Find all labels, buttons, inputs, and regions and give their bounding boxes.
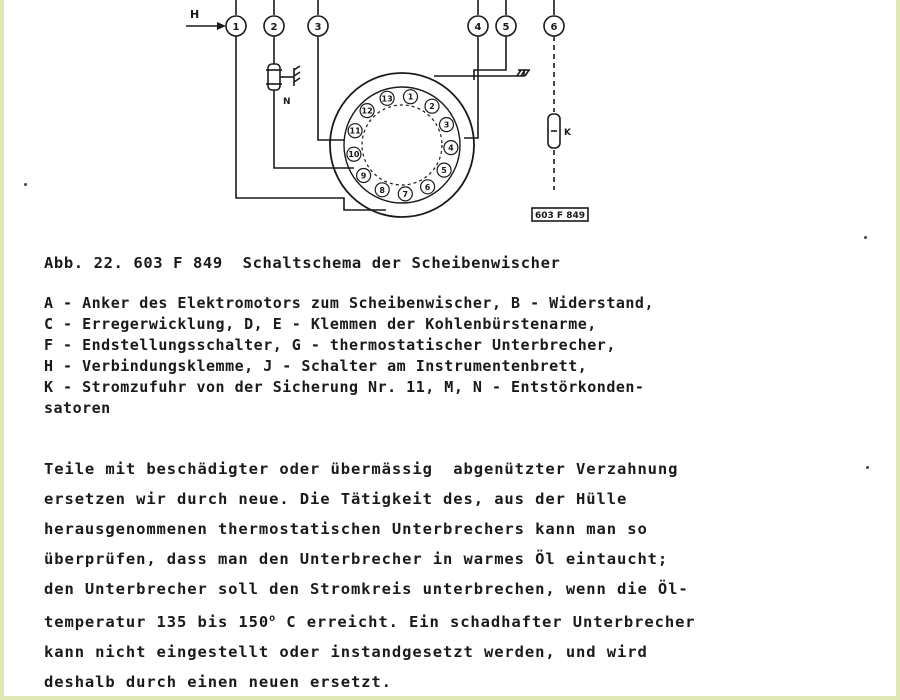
body-line: Teile mit beschädigter oder übermässig abgenützter Verzahnung [44, 460, 679, 478]
speck [24, 183, 27, 186]
terminal-label: 1 [232, 22, 240, 33]
switch-position-4 [444, 141, 458, 155]
switch-position-label: 9 [360, 171, 367, 181]
legend-line: C - Erregerwicklung, D, E - Klemmen der Kohlenbürstenarme, [44, 315, 597, 333]
wire-terminal-1 [236, 36, 386, 210]
switch-position-label: 11 [349, 126, 361, 136]
body-line: ersetzen wir durch neue. Die Tätigkeit des, aus der Hülle [44, 490, 628, 508]
switch-position-9 [357, 169, 371, 183]
terminal-3 [308, 16, 328, 36]
temp-after: C erreicht. Ein schadhafter Unterbrecher [276, 613, 696, 632]
switch-position-8 [375, 183, 389, 197]
terminal-label: 6 [550, 22, 558, 33]
switch-position-2 [425, 99, 439, 113]
switch-position-13 [380, 91, 394, 105]
legend-line: H - Verbindungsklemme, J - Schalter am Instrumentenbrett, [44, 357, 588, 375]
switch-position-label: 3 [443, 120, 450, 130]
switch-position-label: 10 [348, 150, 360, 160]
switch-position-label: 12 [361, 106, 373, 116]
body-line: deshalb durch einen neuen ersetzt. [44, 673, 392, 692]
legend-line: satoren [44, 399, 111, 417]
ground-icon [434, 70, 530, 76]
degree-superscript: o [269, 613, 277, 624]
switch-positions [347, 90, 458, 201]
body-line: den Unterbrecher soll den Stromkreis unterbrechen, wenn die Öl- [44, 580, 689, 598]
switch-position-label: 8 [379, 185, 385, 195]
body-line: herausgenommenen thermostatischen Unterbrechers kann man so [44, 520, 648, 538]
arrow-head-icon [217, 22, 226, 30]
stamp-label: 603 F 849 [535, 211, 585, 221]
speck [866, 466, 869, 469]
body-line: kann nicht eingestellt oder instandgesetzt werden, und wird [44, 643, 648, 662]
body-paragraph [44, 454, 696, 696]
legend [44, 293, 654, 419]
terminal-6 [544, 16, 564, 36]
body-line-temperature [44, 604, 696, 637]
switch-position-label: 7 [402, 189, 409, 199]
document-page [4, 0, 896, 696]
terminal-label: 3 [314, 22, 322, 33]
terminal-label: 5 [502, 22, 510, 33]
terminal-label: 2 [270, 22, 278, 33]
capacitor-label: N [283, 97, 291, 107]
figure-caption: Abb. 22. 603 F 849 Schaltschema der Scheibenwischer [44, 254, 561, 272]
arrow-label: H [190, 8, 200, 21]
wire-terminal-3 [318, 36, 344, 140]
switch-position-label: 13 [381, 94, 393, 104]
switch-position-12 [360, 104, 374, 118]
switch-position-label: 4 [448, 143, 454, 153]
terminal-label: 4 [474, 22, 482, 33]
speck [864, 236, 867, 239]
wiring-diagram [4, 0, 896, 240]
switch-position-3 [440, 118, 454, 132]
switch-position-label: 5 [441, 166, 447, 176]
switch-position-5 [437, 163, 451, 177]
legend-line: A - Anker des Elektromotors zum Scheibenwischer, B - Widerstand, [44, 294, 654, 312]
resistor-label: K [564, 128, 571, 138]
legend-line: K - Stromzufuhr von der Sicherung Nr. 11, M, N - Entstörkonden- [44, 378, 645, 396]
temp-before: temperatur 135 bis 150 [44, 613, 270, 632]
body-line: überprüfen, dass man den Unterbrecher in warmes Öl eintaucht; [44, 550, 669, 568]
switch-position-7 [398, 187, 412, 201]
switch-position-1 [404, 90, 418, 104]
switch-position-6 [421, 180, 435, 194]
switch-position-11 [348, 124, 362, 138]
legend-line: F - Endstellungsschalter, G - thermostatischer Unterbrecher, [44, 336, 616, 354]
terminal-2 [264, 16, 284, 36]
switch-position-label: 2 [429, 102, 435, 112]
terminal-4 [468, 16, 488, 36]
terminal-1 [226, 16, 246, 36]
terminal-5 [496, 16, 516, 36]
switch-position-label: 6 [424, 182, 431, 192]
capacitor-n [266, 64, 300, 90]
resistor-k [548, 114, 560, 148]
switch-position-label: 1 [407, 92, 414, 102]
switch-position-10 [347, 147, 361, 161]
